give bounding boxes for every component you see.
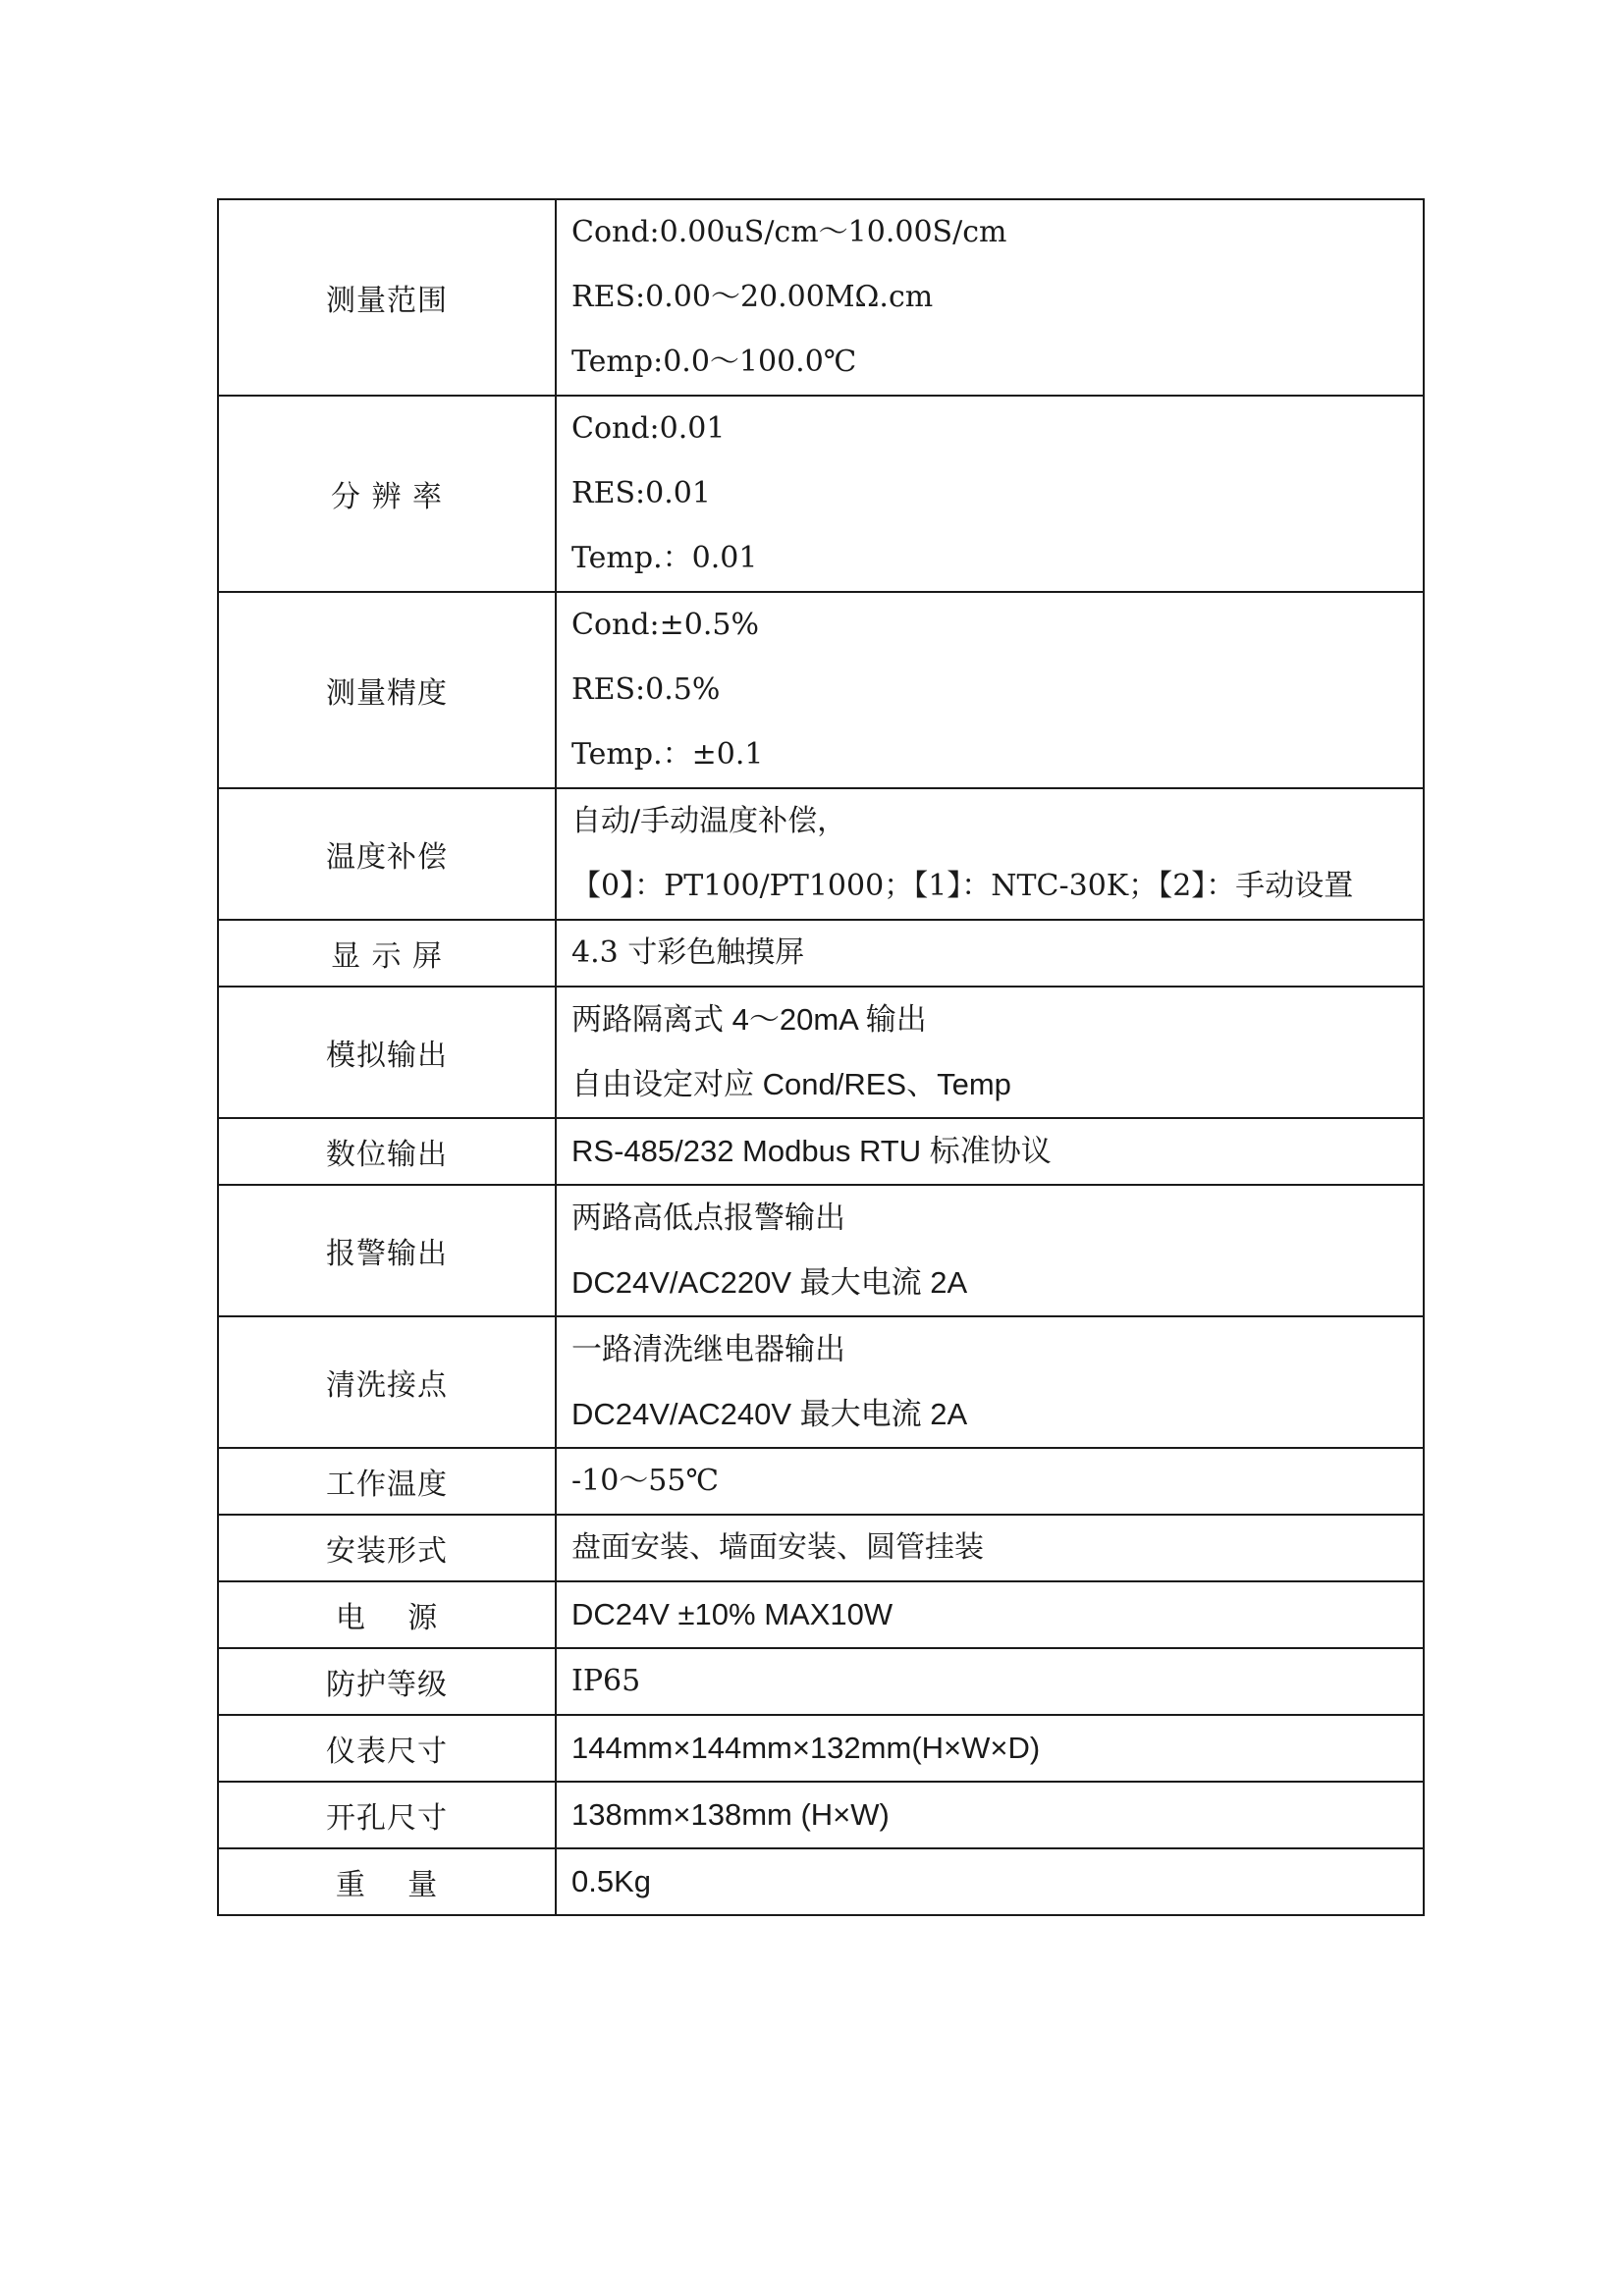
spec-label-cell: [218, 1581, 556, 1648]
spec-row: [218, 1316, 1424, 1448]
spec-label: 温度补偿: [326, 840, 448, 875]
spec-label-cell: [218, 592, 556, 788]
spec-row: [218, 1848, 1424, 1915]
spec-row: [218, 1715, 1424, 1782]
spec-value-line: Cond:0.00uS/cm～10.00S/cm: [571, 215, 1007, 249]
spec-label: 测量精度: [326, 676, 448, 711]
spec-value-line: Temp.：±0.1: [571, 737, 764, 772]
spec-value-cell: [556, 1848, 1424, 1915]
spec-label-cell: [218, 396, 556, 592]
spec-value-line: RES:0.01: [571, 476, 711, 510]
spec-label: 开孔尺寸: [326, 1801, 448, 1836]
spec-table-body: [218, 199, 1424, 1915]
spec-value-line: RS-485/232 Modbus RTU 标准协议: [571, 1134, 1052, 1168]
spec-value-line: Cond:0.01: [571, 411, 726, 446]
spec-value-line: 两路隔离式 4～20mA 输出: [571, 1002, 927, 1037]
spec-value-line: DC24V ±10% MAX10W: [571, 1597, 893, 1631]
spec-label-cell: [218, 1848, 556, 1915]
spec-value-cell: [556, 1316, 1424, 1448]
spec-label: 工作温度: [326, 1468, 448, 1502]
spec-value-cell: [556, 396, 1424, 592]
spec-value-cell: [556, 1782, 1424, 1848]
spec-table: [217, 198, 1425, 1916]
spec-row: [218, 1581, 1424, 1648]
spec-value-line: 138mm×138mm (H×W): [571, 1797, 890, 1832]
spec-label-cell: [218, 199, 556, 396]
spec-row: [218, 987, 1424, 1118]
spec-value-line: RES:0.5%: [571, 672, 721, 707]
spec-value-line: Cond:±0.5%: [571, 608, 760, 642]
spec-label-cell: [218, 987, 556, 1118]
spec-label: 仪表尺寸: [326, 1735, 448, 1769]
spec-label: 防护等级: [326, 1668, 448, 1702]
spec-row: [218, 199, 1424, 396]
spec-value-line: 【0】：PT100/PT1000；【1】：NTC-30K；【2】：手动设置: [571, 869, 1354, 903]
spec-value-line: 0.5Kg: [571, 1864, 652, 1898]
spec-row: [218, 1185, 1424, 1316]
spec-row: [218, 1118, 1424, 1185]
spec-label-cell: [218, 1782, 556, 1848]
spec-value-line: -10～55℃: [571, 1464, 720, 1498]
spec-label: 清洗接点: [326, 1368, 448, 1403]
spec-label-cell: [218, 1648, 556, 1715]
spec-value-cell: [556, 1648, 1424, 1715]
spec-row: [218, 1648, 1424, 1715]
spec-value-line: 4.3 寸彩色触摸屏: [571, 935, 805, 970]
spec-value-cell: [556, 1118, 1424, 1185]
spec-label: 测量范围: [326, 284, 448, 318]
spec-value-line: 两路高低点报警输出: [571, 1201, 845, 1235]
spec-value-cell: [556, 920, 1424, 987]
spec-value-line: 144mm×144mm×132mm(H×W×D): [571, 1731, 1041, 1765]
spec-label-cell: [218, 1316, 556, 1448]
spec-row: [218, 396, 1424, 592]
spec-label: 重 量: [335, 1868, 439, 1902]
spec-row: [218, 788, 1424, 920]
spec-row: [218, 1515, 1424, 1581]
spec-value-line: RES:0.00～20.00MΩ.cm: [571, 280, 934, 314]
spec-value-cell: [556, 1448, 1424, 1515]
spec-label-cell: [218, 1118, 556, 1185]
spec-label-cell: [218, 1448, 556, 1515]
spec-value-cell: [556, 199, 1424, 396]
spec-label: 数位输出: [326, 1138, 448, 1172]
spec-value-line: IP65: [571, 1664, 641, 1698]
spec-value-line: 自动/手动温度补偿，: [571, 804, 847, 838]
spec-value-cell: [556, 788, 1424, 920]
spec-value-cell: [556, 1515, 1424, 1581]
spec-label: 安装形式: [326, 1534, 448, 1569]
spec-label: 模拟输出: [326, 1039, 448, 1073]
spec-value-cell: [556, 592, 1424, 788]
spec-label: 分 辨 率: [330, 480, 444, 514]
spec-value-cell: [556, 1581, 1424, 1648]
spec-label-cell: [218, 788, 556, 920]
spec-label-cell: [218, 920, 556, 987]
spec-label: 报警输出: [326, 1237, 448, 1271]
spec-value-line: 盘面安装、墙面安装、圆管挂装: [571, 1530, 984, 1565]
spec-row: [218, 1448, 1424, 1515]
spec-value-line: DC24V/AC220V 最大电流 2A: [571, 1265, 968, 1300]
spec-label-cell: [218, 1515, 556, 1581]
spec-row: [218, 1782, 1424, 1848]
spec-value-cell: [556, 1185, 1424, 1316]
spec-value-line: Temp:0.0～100.0℃: [571, 345, 857, 379]
spec-label-cell: [218, 1185, 556, 1316]
spec-row: [218, 920, 1424, 987]
spec-value-line: Temp.：0.01: [571, 541, 758, 575]
spec-row: [218, 592, 1424, 788]
spec-label: 显 示 屏: [330, 939, 444, 974]
spec-value-cell: [556, 1715, 1424, 1782]
spec-label: 电 源: [335, 1601, 439, 1635]
spec-value-line: 自由设定对应 Cond/RES、Temp: [571, 1067, 1011, 1101]
spec-label-cell: [218, 1715, 556, 1782]
spec-value-line: 一路清洗继电器输出: [571, 1332, 845, 1366]
spec-value-cell: [556, 987, 1424, 1118]
spec-value-line: DC24V/AC240V 最大电流 2A: [571, 1397, 968, 1431]
